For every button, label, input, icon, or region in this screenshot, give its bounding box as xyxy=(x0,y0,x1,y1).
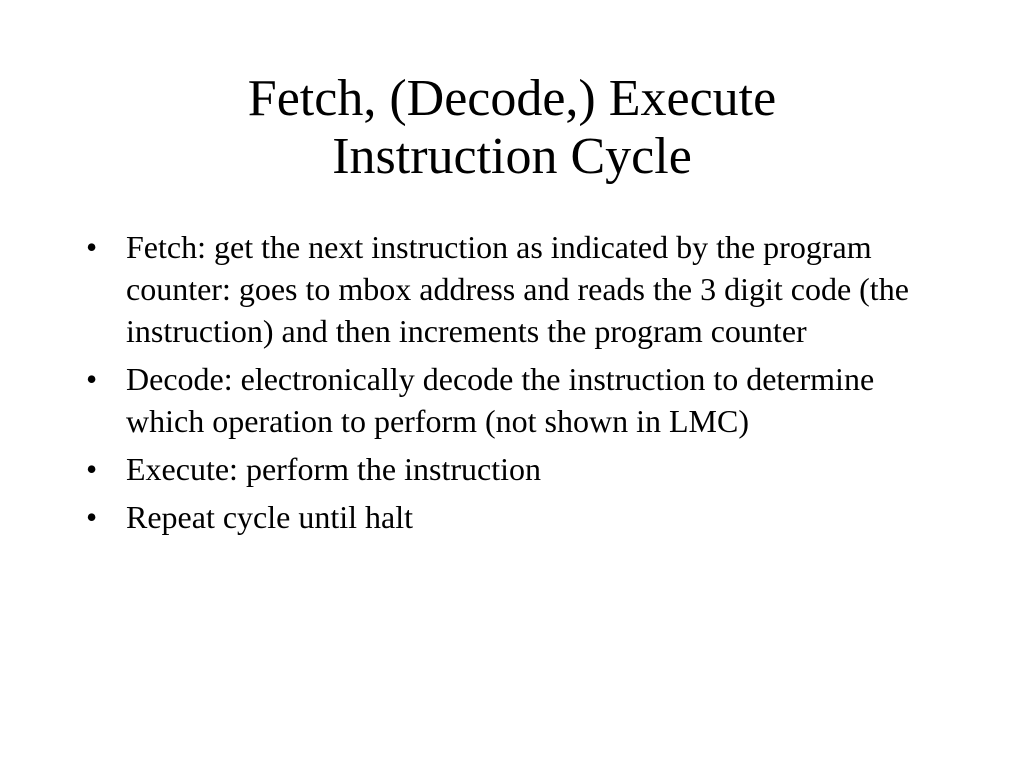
bullet-text: Decode: electronically decode the instruction to determine which operation to perform (not shown in LMC) xyxy=(126,361,875,439)
bullet-item-repeat xyxy=(86,496,946,538)
bullet-dot-icon: • xyxy=(86,499,98,535)
bullet-text: Fetch: get the next instruction as indicated by the program counter: goes to mbox address and reads the 3 digit code (the instruction) and then increments the program counter xyxy=(126,229,909,349)
slide-title-line-1: Fetch, (Decode,) Execute xyxy=(247,70,777,127)
slide-title xyxy=(100,70,924,186)
bullet-dot-icon: • xyxy=(86,229,98,265)
bullet-item-execute xyxy=(86,448,946,490)
bullet-dot-icon: • xyxy=(86,451,98,487)
bullet-item-decode xyxy=(86,358,946,442)
bullet-list xyxy=(86,226,946,544)
bullet-text: Repeat cycle until halt xyxy=(126,499,413,535)
bullet-item-fetch xyxy=(86,226,946,352)
slide-title-line-2: Instruction Cycle xyxy=(332,128,692,185)
bullet-text: Execute: perform the instruction xyxy=(126,451,541,487)
bullet-dot-icon: • xyxy=(86,361,98,397)
